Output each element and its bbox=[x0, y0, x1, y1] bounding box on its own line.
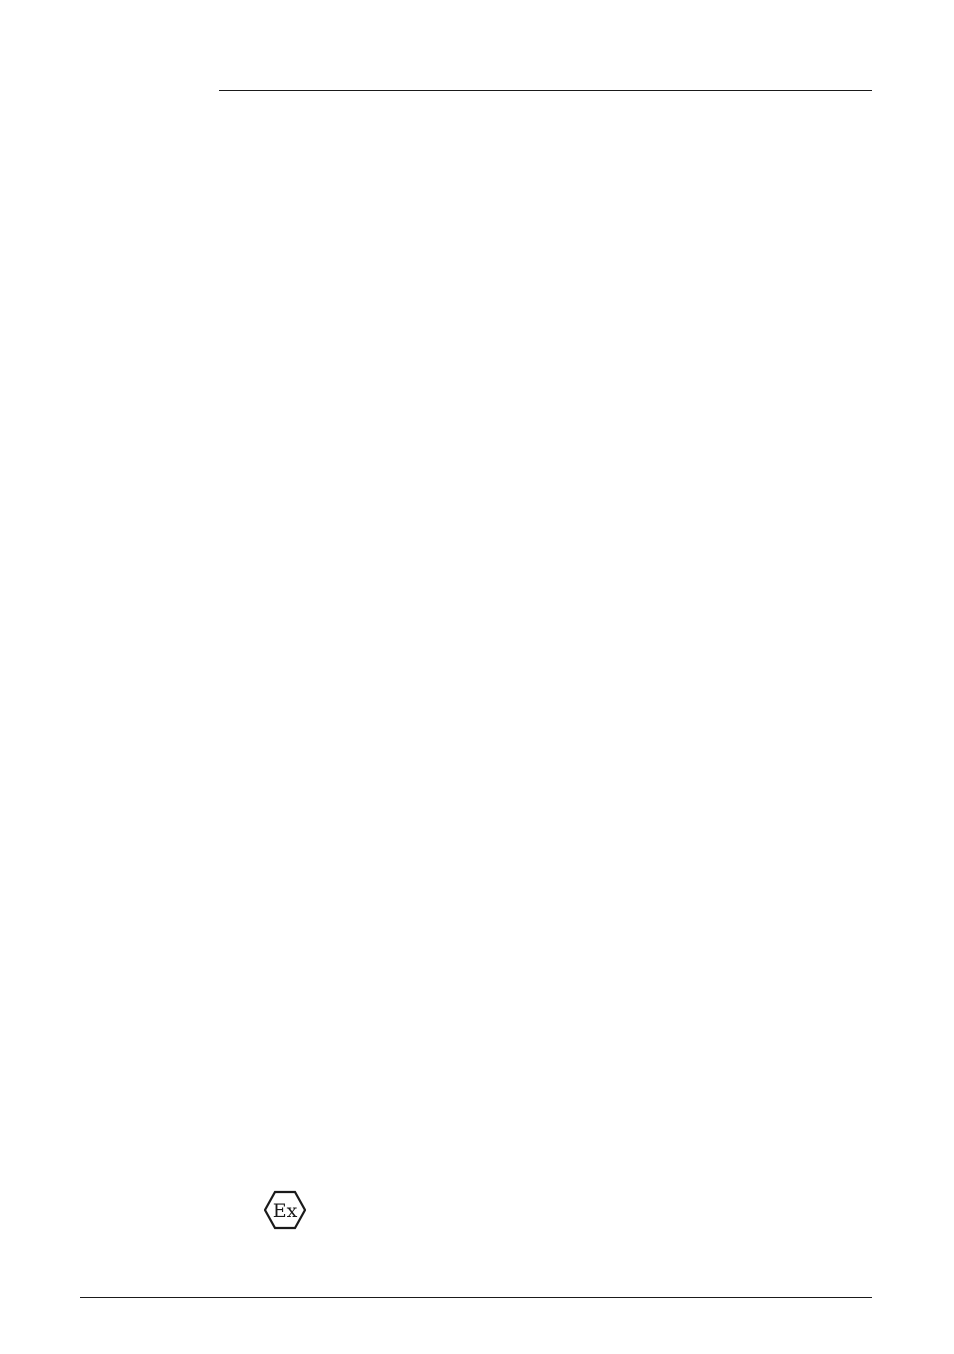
vega-logo bbox=[80, 50, 212, 84]
svg-text:Ex: Ex bbox=[272, 1200, 298, 1222]
ex-icon bbox=[264, 1190, 306, 1230]
safety-notice bbox=[320, 1161, 880, 1168]
header-divider bbox=[219, 90, 872, 91]
footer-divider bbox=[80, 1297, 872, 1298]
